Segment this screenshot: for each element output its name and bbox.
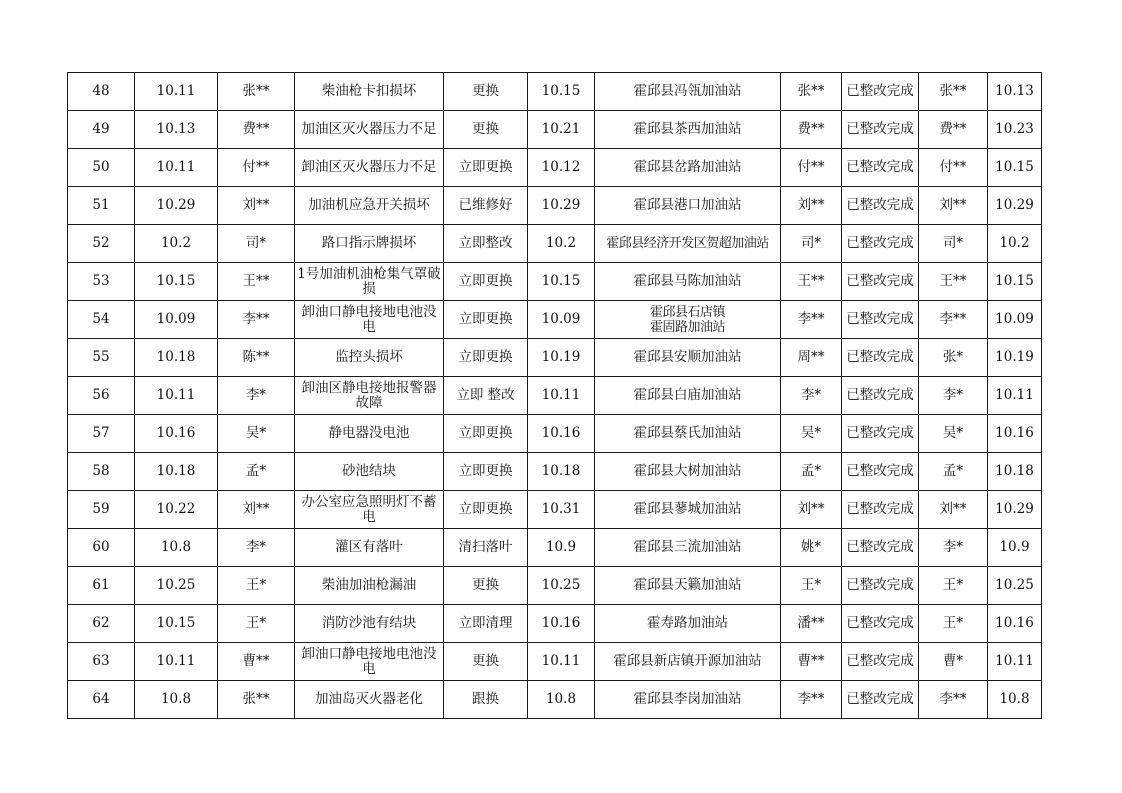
station-name-cell: 霍邱县马陈加油站 [595, 263, 781, 301]
verifier-cell: 王** [919, 263, 988, 301]
found-date-cell: 10.22 [135, 491, 218, 529]
verify-date-cell: 10.09 [988, 301, 1042, 339]
verifier-cell: 孟* [919, 453, 988, 491]
issue-description-cell: 静电器没电池 [295, 415, 444, 453]
station-name-cell: 霍邱县岔路加油站 [595, 149, 781, 187]
measure-cell: 更换 [444, 111, 528, 149]
found-date-cell: 10.29 [135, 187, 218, 225]
status-cell: 已整改完成 [842, 567, 919, 605]
serial-number-cell: 63 [68, 643, 135, 681]
serial-number-cell: 48 [68, 73, 135, 111]
verify-date-cell: 10.9 [988, 529, 1042, 567]
table-row [68, 377, 1042, 415]
verify-date-cell: 10.29 [988, 187, 1042, 225]
measure-cell: 立即清理 [444, 605, 528, 643]
table-row [68, 301, 1042, 339]
serial-number-cell: 56 [68, 377, 135, 415]
status-cell: 已整改完成 [842, 149, 919, 187]
issue-description-cell: 柴油加油枪漏油 [295, 567, 444, 605]
found-date-cell: 10.11 [135, 377, 218, 415]
verify-date-cell: 10.18 [988, 453, 1042, 491]
found-date-cell: 10.09 [135, 301, 218, 339]
status-cell: 已整改完成 [842, 453, 919, 491]
fix-date-cell: 10.16 [528, 605, 595, 643]
station-name-cell: 霍寿路加油站 [595, 605, 781, 643]
serial-number-cell: 53 [68, 263, 135, 301]
table-body [68, 73, 1042, 719]
verify-date-cell: 10.15 [988, 149, 1042, 187]
measure-cell: 立即更换 [444, 149, 528, 187]
verifier-cell: 李** [919, 301, 988, 339]
inspector-cell: 李* [218, 529, 295, 567]
inspector-cell: 费** [218, 111, 295, 149]
serial-number-cell: 58 [68, 453, 135, 491]
station-name-cell: 霍邱县三流加油站 [595, 529, 781, 567]
serial-number-cell: 54 [68, 301, 135, 339]
verifier-cell: 李* [919, 377, 988, 415]
fix-date-cell: 10.29 [528, 187, 595, 225]
status-cell: 已整改完成 [842, 377, 919, 415]
measure-cell: 立即更换 [444, 301, 528, 339]
status-cell: 已整改完成 [842, 187, 919, 225]
status-cell: 已整改完成 [842, 605, 919, 643]
responsible-person-cell: 王** [781, 263, 842, 301]
station-name-cell: 霍邱县蓼城加油站 [595, 491, 781, 529]
issue-description-cell: 卸油区灭火器压力不足 [295, 149, 444, 187]
inspector-cell: 刘** [218, 491, 295, 529]
measure-cell: 更换 [444, 73, 528, 111]
table-row [68, 491, 1042, 529]
table-row [68, 225, 1042, 263]
serial-number-cell: 51 [68, 187, 135, 225]
verify-date-cell: 10.19 [988, 339, 1042, 377]
serial-number-cell: 61 [68, 567, 135, 605]
fix-date-cell: 10.12 [528, 149, 595, 187]
verifier-cell: 李* [919, 529, 988, 567]
issue-description-cell: 卸油口静电接地电池没电 [295, 301, 444, 339]
status-cell: 已整改完成 [842, 529, 919, 567]
measure-cell: 跟换 [444, 681, 528, 719]
fix-date-cell: 10.11 [528, 377, 595, 415]
found-date-cell: 10.25 [135, 567, 218, 605]
inspector-cell: 陈** [218, 339, 295, 377]
inspector-cell: 孟* [218, 453, 295, 491]
verifier-cell: 李** [919, 681, 988, 719]
found-date-cell: 10.11 [135, 643, 218, 681]
issue-description-cell: 灌区有落叶 [295, 529, 444, 567]
measure-cell: 更换 [444, 643, 528, 681]
serial-number-cell: 52 [68, 225, 135, 263]
issue-description-cell: 路口指示牌损坏 [295, 225, 444, 263]
verifier-cell: 刘** [919, 187, 988, 225]
found-date-cell: 10.15 [135, 605, 218, 643]
responsible-person-cell: 费** [781, 111, 842, 149]
responsible-person-cell: 姚* [781, 529, 842, 567]
table-row [68, 111, 1042, 149]
fix-date-cell: 10.25 [528, 567, 595, 605]
measure-cell: 立即更换 [444, 339, 528, 377]
station-name-cell: 霍邱县冯瓴加油站 [595, 73, 781, 111]
fix-date-cell: 10.8 [528, 681, 595, 719]
fix-date-cell: 10.2 [528, 225, 595, 263]
verify-date-cell: 10.13 [988, 73, 1042, 111]
verify-date-cell: 10.11 [988, 377, 1042, 415]
measure-cell: 立即整改 [444, 225, 528, 263]
serial-number-cell: 55 [68, 339, 135, 377]
verify-date-cell: 10.25 [988, 567, 1042, 605]
measure-cell: 立即更换 [444, 491, 528, 529]
verify-date-cell: 10.11 [988, 643, 1042, 681]
found-date-cell: 10.13 [135, 111, 218, 149]
inspector-cell: 张** [218, 681, 295, 719]
table-row [68, 415, 1042, 453]
fix-date-cell: 10.31 [528, 491, 595, 529]
table-row [68, 187, 1042, 225]
found-date-cell: 10.11 [135, 149, 218, 187]
rectification-table [67, 72, 1042, 719]
inspector-cell: 张** [218, 73, 295, 111]
fix-date-cell: 10.15 [528, 263, 595, 301]
measure-cell: 清扫落叶 [444, 529, 528, 567]
measure-cell: 已维修好 [444, 187, 528, 225]
serial-number-cell: 57 [68, 415, 135, 453]
verifier-cell: 吴* [919, 415, 988, 453]
station-name-cell: 霍邱县白庙加油站 [595, 377, 781, 415]
responsible-person-cell: 刘** [781, 187, 842, 225]
verifier-cell: 司* [919, 225, 988, 263]
inspector-cell: 司* [218, 225, 295, 263]
inspector-cell: 付** [218, 149, 295, 187]
station-name-cell: 霍邱县天籁加油站 [595, 567, 781, 605]
station-name-cell: 霍邱县安顺加油站 [595, 339, 781, 377]
responsible-person-cell: 潘** [781, 605, 842, 643]
inspector-cell: 王** [218, 263, 295, 301]
verifier-cell: 王* [919, 567, 988, 605]
station-name-cell: 霍邱县石店镇 霍固路加油站 [595, 301, 781, 339]
responsible-person-cell: 周** [781, 339, 842, 377]
table-row [68, 73, 1042, 111]
issue-description-cell: 加油机应急开关损坏 [295, 187, 444, 225]
verifier-cell: 付** [919, 149, 988, 187]
station-name-cell: 霍邱县茶西加油站 [595, 111, 781, 149]
issue-description-cell: 卸油区静电接地报警器故障 [295, 377, 444, 415]
responsible-person-cell: 司* [781, 225, 842, 263]
fix-date-cell: 10.09 [528, 301, 595, 339]
verifier-cell: 王* [919, 605, 988, 643]
serial-number-cell: 59 [68, 491, 135, 529]
found-date-cell: 10.8 [135, 529, 218, 567]
status-cell: 已整改完成 [842, 339, 919, 377]
verify-date-cell: 10.23 [988, 111, 1042, 149]
station-name-cell: 霍邱县李岗加油站 [595, 681, 781, 719]
status-cell: 已整改完成 [842, 643, 919, 681]
table-row [68, 529, 1042, 567]
inspector-cell: 李* [218, 377, 295, 415]
verify-date-cell: 10.2 [988, 225, 1042, 263]
fix-date-cell: 10.9 [528, 529, 595, 567]
responsible-person-cell: 吴* [781, 415, 842, 453]
inspector-cell: 刘** [218, 187, 295, 225]
issue-description-cell: 砂池结块 [295, 453, 444, 491]
serial-number-cell: 60 [68, 529, 135, 567]
issue-description-cell: 柴油枪卡扣损坏 [295, 73, 444, 111]
serial-number-cell: 50 [68, 149, 135, 187]
status-cell: 已整改完成 [842, 73, 919, 111]
fix-date-cell: 10.15 [528, 73, 595, 111]
responsible-person-cell: 刘** [781, 491, 842, 529]
inspector-cell: 曹** [218, 643, 295, 681]
responsible-person-cell: 付** [781, 149, 842, 187]
issue-description-cell: 办公室应急照明灯不蓄电 [295, 491, 444, 529]
table-row [68, 339, 1042, 377]
measure-cell: 立即更换 [444, 453, 528, 491]
verifier-cell: 刘** [919, 491, 988, 529]
found-date-cell: 10.8 [135, 681, 218, 719]
found-date-cell: 10.18 [135, 339, 218, 377]
status-cell: 已整改完成 [842, 263, 919, 301]
issue-description-cell: 加油岛灭火器老化 [295, 681, 444, 719]
responsible-person-cell: 王* [781, 567, 842, 605]
fix-date-cell: 10.19 [528, 339, 595, 377]
status-cell: 已整改完成 [842, 415, 919, 453]
found-date-cell: 10.11 [135, 73, 218, 111]
measure-cell: 立即 整改 [444, 377, 528, 415]
verify-date-cell: 10.29 [988, 491, 1042, 529]
responsible-person-cell: 孟* [781, 453, 842, 491]
measure-cell: 立即更换 [444, 415, 528, 453]
status-cell: 已整改完成 [842, 301, 919, 339]
inspector-cell: 王* [218, 567, 295, 605]
station-name-cell: 霍邱县经济开发区贺超加油站 [595, 225, 781, 263]
found-date-cell: 10.16 [135, 415, 218, 453]
issue-description-cell: 卸油口静电接地电池没电 [295, 643, 444, 681]
fix-date-cell: 10.18 [528, 453, 595, 491]
fix-date-cell: 10.11 [528, 643, 595, 681]
verify-date-cell: 10.8 [988, 681, 1042, 719]
table-row [68, 263, 1042, 301]
station-name-cell: 霍邱县港口加油站 [595, 187, 781, 225]
table-row [68, 643, 1042, 681]
table-row [68, 149, 1042, 187]
verify-date-cell: 10.15 [988, 263, 1042, 301]
serial-number-cell: 49 [68, 111, 135, 149]
serial-number-cell: 62 [68, 605, 135, 643]
table-row [68, 681, 1042, 719]
measure-cell: 更换 [444, 567, 528, 605]
station-name-cell: 霍邱县蔡氏加油站 [595, 415, 781, 453]
status-cell: 已整改完成 [842, 491, 919, 529]
verifier-cell: 曹* [919, 643, 988, 681]
verifier-cell: 张** [919, 73, 988, 111]
table-row [68, 605, 1042, 643]
issue-description-cell: 加油区灭火器压力不足 [295, 111, 444, 149]
issue-description-cell: 1号加油机油枪集气罩破损 [295, 263, 444, 301]
found-date-cell: 10.15 [135, 263, 218, 301]
measure-cell: 立即更换 [444, 263, 528, 301]
fix-date-cell: 10.16 [528, 415, 595, 453]
status-cell: 已整改完成 [842, 681, 919, 719]
responsible-person-cell: 李** [781, 301, 842, 339]
verify-date-cell: 10.16 [988, 605, 1042, 643]
serial-number-cell: 64 [68, 681, 135, 719]
responsible-person-cell: 李** [781, 681, 842, 719]
verifier-cell: 费** [919, 111, 988, 149]
issue-description-cell: 监控头损坏 [295, 339, 444, 377]
inspector-cell: 王* [218, 605, 295, 643]
verifier-cell: 张* [919, 339, 988, 377]
station-name-cell: 霍邱县大树加油站 [595, 453, 781, 491]
inspector-cell: 吴* [218, 415, 295, 453]
verify-date-cell: 10.16 [988, 415, 1042, 453]
status-cell: 已整改完成 [842, 111, 919, 149]
responsible-person-cell: 李* [781, 377, 842, 415]
responsible-person-cell: 曹** [781, 643, 842, 681]
found-date-cell: 10.2 [135, 225, 218, 263]
status-cell: 已整改完成 [842, 225, 919, 263]
station-name-cell: 霍邱县新店镇开源加油站 [595, 643, 781, 681]
issue-description-cell: 消防沙池有结块 [295, 605, 444, 643]
responsible-person-cell: 张** [781, 73, 842, 111]
table-row [68, 453, 1042, 491]
table-row [68, 567, 1042, 605]
inspector-cell: 李** [218, 301, 295, 339]
found-date-cell: 10.18 [135, 453, 218, 491]
fix-date-cell: 10.21 [528, 111, 595, 149]
